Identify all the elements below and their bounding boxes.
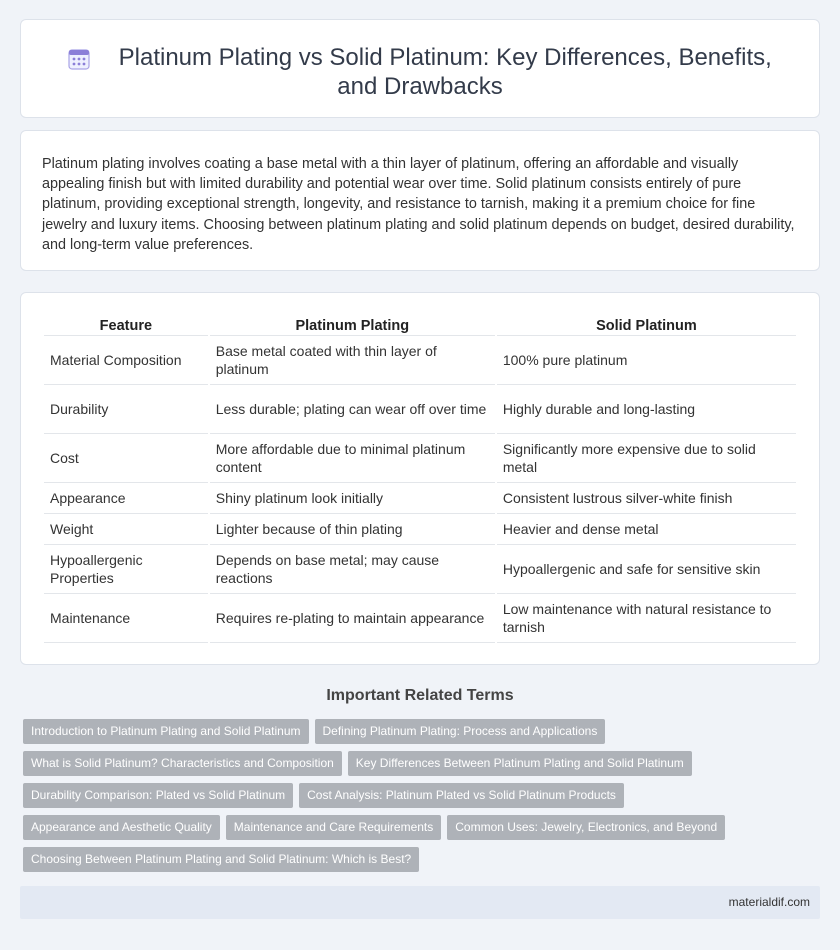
tag-row xyxy=(23,751,743,783)
related-term-tag[interactable]: Maintenance and Care Requirements xyxy=(226,815,441,840)
table-row xyxy=(44,545,796,594)
calendar-grid-icon xyxy=(68,48,90,70)
plating-cell: Less durable; plating can wear off over time xyxy=(210,385,495,434)
plating-cell: Requires re-plating to maintain appearance xyxy=(210,594,495,643)
column-header: Platinum Plating xyxy=(210,316,495,336)
tag-row xyxy=(23,719,743,751)
related-term-tag[interactable]: Defining Platinum Plating: Process and Applications xyxy=(315,719,606,744)
plating-cell: Base metal coated with thin layer of platinum xyxy=(210,336,495,385)
related-term-tag[interactable]: Durability Comparison: Plated vs Solid Platinum xyxy=(23,783,293,808)
related-terms-list xyxy=(23,719,743,879)
table-row xyxy=(44,336,796,385)
feature-cell: Durability xyxy=(44,385,208,434)
related-term-tag[interactable]: What is Solid Platinum? Characteristics and Composition xyxy=(23,751,342,776)
feature-cell: Weight xyxy=(44,514,208,545)
solid-cell: Highly durable and long-lasting xyxy=(497,385,796,434)
table-row xyxy=(44,514,796,545)
table-header-row xyxy=(44,316,796,336)
solid-cell: Hypoallergenic and safe for sensitive skin xyxy=(497,545,796,594)
related-term-tag[interactable]: Introduction to Platinum Plating and Solid Platinum xyxy=(23,719,309,744)
solid-cell: Significantly more expensive due to solid metal xyxy=(497,434,796,483)
plating-cell: Shiny platinum look initially xyxy=(210,483,495,514)
comparison-table xyxy=(42,316,798,643)
header-card xyxy=(20,19,820,118)
column-header: Solid Platinum xyxy=(497,316,796,336)
plating-cell: More affordable due to minimal platinum content xyxy=(210,434,495,483)
tag-row xyxy=(23,783,743,815)
plating-cell: Depends on base metal; may cause reactions xyxy=(210,545,495,594)
plating-cell: Lighter because of thin plating xyxy=(210,514,495,545)
site-link[interactable]: materialdif.com xyxy=(728,895,810,909)
feature-cell: Appearance xyxy=(44,483,208,514)
feature-cell: Maintenance xyxy=(44,594,208,643)
column-header: Feature xyxy=(44,316,208,336)
solid-cell: Consistent lustrous silver-white finish xyxy=(497,483,796,514)
related-term-tag[interactable]: Choosing Between Platinum Plating and Solid Platinum: Which is Best? xyxy=(23,847,419,872)
feature-cell: Cost xyxy=(44,434,208,483)
table-row xyxy=(44,434,796,483)
related-term-tag[interactable]: Cost Analysis: Platinum Plated vs Solid Platinum Products xyxy=(299,783,624,808)
solid-cell: 100% pure platinum xyxy=(497,336,796,385)
table-row xyxy=(44,385,796,434)
feature-cell: Hypoallergenic Properties xyxy=(44,545,208,594)
tag-row xyxy=(23,815,743,847)
related-terms-heading: Important Related Terms xyxy=(326,687,514,704)
related-term-tag[interactable]: Key Differences Between Platinum Plating and Solid Platinum xyxy=(348,751,692,776)
tag-row xyxy=(23,847,743,879)
feature-cell: Material Composition xyxy=(44,336,208,385)
footer-bar xyxy=(20,886,820,919)
related-term-tag[interactable]: Common Uses: Jewelry, Electronics, and Beyond xyxy=(447,815,725,840)
table-row xyxy=(44,483,796,514)
intro-card xyxy=(20,130,820,271)
related-term-tag[interactable]: Appearance and Aesthetic Quality xyxy=(23,815,220,840)
intro-paragraph: Platinum plating involves coating a base metal with a thin layer of platinum, offering an affordable and visually appealing finish but with limited durability and potential wear over time. Solid platinum consists entirely of pure platinum, providing exceptional strength, longevity, and resistance to tarnish, making it a premium choice for fine jewelry and luxury items. Choosing between platinum plating and solid platinum depends on budget, desired durability, and long-term value preferences. xyxy=(42,156,795,253)
solid-cell: Low maintenance with natural resistance to tarnish xyxy=(497,594,796,643)
page-title: Platinum Plating vs Solid Platinum: Key Differences, Benefits, and Drawbacks xyxy=(118,44,772,100)
table-row xyxy=(44,594,796,643)
title-wrap xyxy=(21,43,819,101)
solid-cell: Heavier and dense metal xyxy=(497,514,796,545)
